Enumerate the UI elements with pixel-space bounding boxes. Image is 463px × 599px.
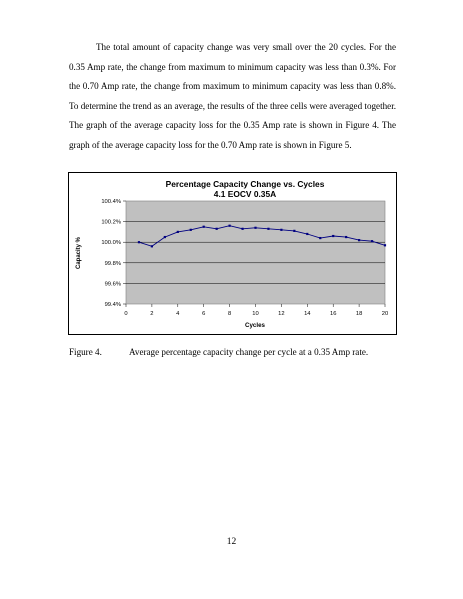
paragraph-line: together. The graph of the average capacity loss for the 0.35 Amp rate is shown in Figure: [69, 100, 396, 131]
data-point: [254, 227, 256, 229]
y-tick-label: 100.2%: [101, 219, 121, 226]
data-point: [319, 237, 321, 239]
chart-title: Percentage Capacity Change vs. Cycles: [165, 179, 325, 189]
y-tick-label: 100.4%: [101, 199, 121, 205]
data-point: [177, 231, 179, 233]
data-point: [332, 235, 334, 237]
figure-caption: [69, 346, 399, 358]
data-point: [190, 229, 192, 231]
y-tick-label: 99.8%: [104, 260, 121, 267]
page-number: 12: [226, 537, 237, 547]
data-point: [371, 240, 373, 242]
x-tick-label: 10: [252, 311, 259, 317]
paragraph-line: 0.35 Amp rate, the change from maximum to minimum capacity was less than 0.3%. For: [69, 61, 396, 72]
data-point: [138, 241, 140, 243]
data-point: [293, 230, 295, 232]
x-axis-ticks: [124, 304, 388, 317]
x-tick-label: 16: [329, 311, 337, 317]
data-point: [280, 229, 282, 231]
data-point: [164, 236, 166, 238]
x-tick-label: 2: [150, 311, 154, 317]
x-tick-label: 14: [304, 311, 311, 317]
data-point: [358, 239, 360, 241]
figure-label: Figure 4.: [69, 347, 102, 357]
paragraph-line: 4. The graph of the average capacity loss for the 0.70 Amp rate is shown in Figure 5.: [69, 120, 396, 150]
y-tick-label: 99.4%: [104, 302, 121, 308]
data-point: [203, 226, 205, 228]
data-point: [151, 245, 153, 247]
data-point: [345, 236, 347, 238]
data-point: [216, 228, 218, 230]
x-axis-label: Cycles: [245, 322, 265, 329]
body-paragraph: [69, 38, 396, 156]
data-point: [229, 225, 231, 227]
chart-canvas: [69, 173, 396, 334]
chart-subtitle: 4.1 EOCV 0.35A: [213, 189, 277, 199]
x-tick-label: 20: [381, 311, 389, 317]
data-point: [384, 244, 386, 246]
figure-4-chart: [68, 172, 397, 335]
y-axis-label: Capacity %: [76, 236, 82, 270]
data-point: [241, 228, 243, 230]
plot-area: [126, 201, 385, 304]
paragraph-line: To determine the trend as an average, the results of the three cells were averaged: [69, 100, 363, 111]
paragraph-line: The total amount of capacity change was very small over the 20 cycles. For the: [96, 42, 396, 52]
data-point: [267, 228, 269, 230]
paragraph-line: the 0.70 Amp rate, the change from maximum to minimum capacity was less than 0.8%.: [69, 81, 396, 92]
x-tick-label: 0: [124, 311, 128, 317]
y-tick-label: 99.6%: [104, 281, 121, 288]
y-axis-ticks: [101, 199, 126, 308]
caption-text: Average percentage capacity change per cycle at a 0.35 Amp rate.: [129, 347, 369, 357]
data-point: [306, 233, 308, 235]
x-tick-label: 8: [227, 311, 232, 317]
x-tick-label: 6: [202, 311, 206, 317]
x-tick-label: 12: [278, 311, 285, 317]
x-tick-label: 18: [355, 311, 363, 317]
y-tick-label: 100.0%: [101, 240, 121, 247]
x-tick-label: 4: [176, 311, 180, 317]
